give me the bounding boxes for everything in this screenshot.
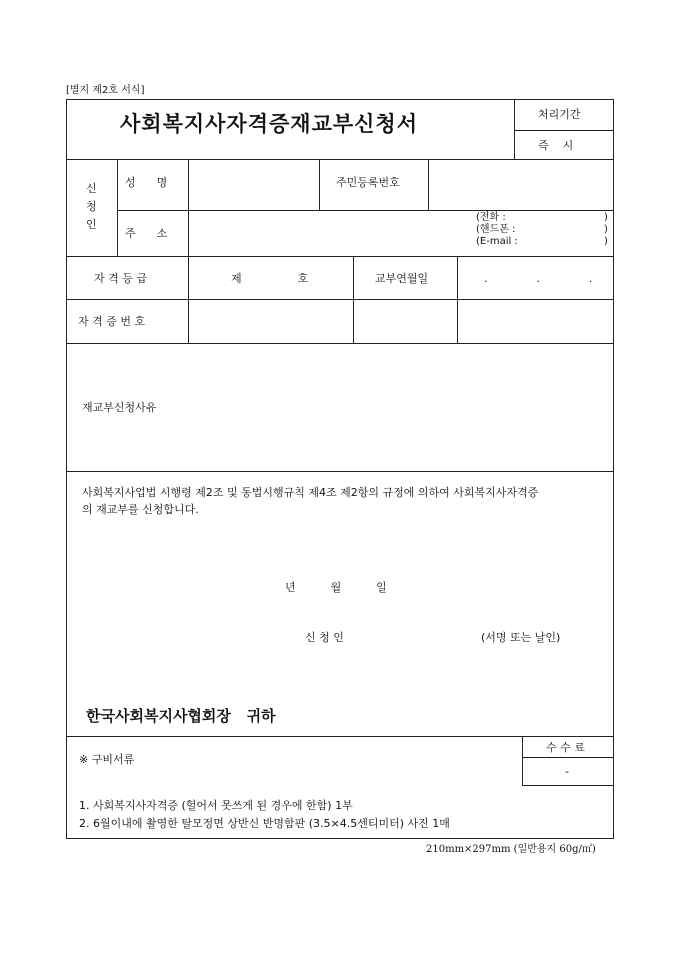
fee-value: - — [565, 765, 569, 778]
rrn-label: 주민등록번호 — [336, 176, 400, 189]
fee-label: 수 수 료 — [546, 741, 585, 754]
email-label: (E-mail : — [476, 236, 518, 247]
reason-label: 재교부신청사유 — [82, 401, 157, 414]
grade-number-label: 제 호 — [231, 272, 309, 285]
address-input[interactable] — [190, 213, 474, 255]
processing-period-value: 즉 시 — [538, 139, 574, 152]
email-close-paren: ) — [604, 236, 608, 247]
mobile-label: (핸드폰 : — [476, 224, 516, 235]
phone-close-paren: ) — [604, 212, 608, 223]
name-label: 성 명 — [125, 176, 168, 189]
frame-left — [66, 99, 67, 839]
mobile-close-paren: ) — [604, 224, 608, 235]
form-reference: [별지 제2호 서식] — [66, 85, 145, 96]
rrn-input[interactable] — [431, 162, 613, 208]
declaration-line-1: 사회복지사업법 시행령 제2조 및 동법시행규칙 제4조 제2항의 규정에 의하여 사회복지사자격증 — [82, 486, 539, 499]
reason-textarea[interactable] — [191, 346, 613, 471]
frame-top — [66, 99, 614, 100]
applicant-sign-label: 신 청 인 — [305, 631, 344, 644]
doc-item-2: 2. 6월이내에 촬영한 탈모정면 상반신 반명함판 (3.5×4.5센티미터) 사진 1매 — [79, 817, 450, 830]
cert-number-input[interactable] — [190, 302, 354, 342]
frame-bottom — [66, 838, 614, 839]
issue-date-placeholder: . . . — [484, 272, 593, 285]
doc-item-1: 1. 사회복지사자격증 (헐어서 못쓰게 된 경우에 한함) 1부 — [79, 799, 353, 812]
issue-date-label: 교부연월일 — [375, 272, 429, 285]
phone-label: (전화 : — [476, 212, 506, 223]
name-input[interactable] — [190, 162, 320, 208]
declaration-line-2: 의 재교부를 신청합니다. — [82, 503, 199, 516]
processing-period-label: 처리기간 — [538, 108, 581, 121]
addressee: 한국사회복지사협회장 귀하 — [86, 707, 276, 725]
page-title: 사회복지사자격증재교부신청서 — [120, 111, 419, 136]
applicant-group-label: 신 청 인 — [86, 182, 97, 231]
required-docs-label: ※ 구비서류 — [79, 753, 135, 766]
signature-note: (서명 또는 날인) — [481, 631, 561, 644]
cert-number-label: 자 격 증 번 호 — [78, 315, 146, 328]
paper-size-note: 210mm×297mm (일반용지 60g/㎡) — [426, 844, 596, 855]
address-label: 주 소 — [125, 227, 168, 240]
declaration-date-line: 년 월 일 — [285, 581, 387, 594]
grade-label: 자 격 등 급 — [94, 272, 147, 285]
